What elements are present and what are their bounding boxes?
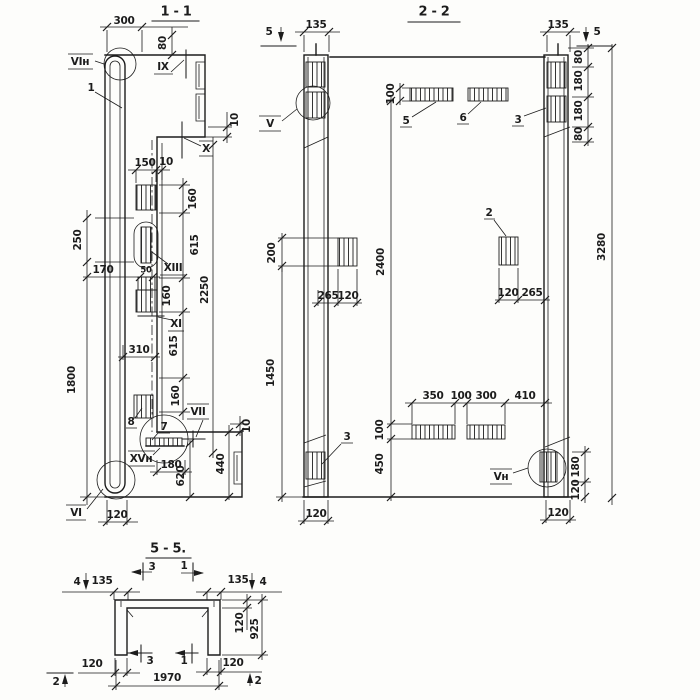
dim-100-mid: 100: [450, 390, 472, 402]
rail-plate: [306, 62, 325, 87]
dim-120-rail-right: 120: [547, 507, 569, 519]
dim-180: 180: [160, 459, 182, 471]
dim-200: 200: [266, 242, 278, 264]
cut-marker-1-bottom: 1: [180, 655, 188, 667]
weld-strip-7: [146, 438, 182, 446]
dim-1450: 1450: [265, 358, 277, 388]
part-label-1: 1: [87, 82, 95, 94]
bar-plate: [467, 425, 505, 439]
dim-10-notch: 10: [229, 112, 241, 128]
node-label-v: V: [266, 118, 274, 130]
dim-3280: 3280: [596, 232, 608, 262]
dim-265-left: 265: [317, 290, 339, 302]
cut-marker-5-left: 5: [265, 26, 273, 38]
dim-120-bottom-right: 120: [222, 657, 244, 669]
rail-plate-3: [547, 96, 566, 122]
dim-50: 50: [140, 265, 152, 276]
dim-265-right: 265: [521, 287, 543, 299]
node-label-ix: IX: [157, 61, 169, 73]
rail-plate: [306, 92, 325, 118]
bar-plate-6: [468, 88, 508, 101]
part-label-5: 5: [402, 115, 410, 127]
dim-440: 440: [215, 453, 227, 475]
slot-insert: [141, 227, 151, 263]
dim-120-bottom-left: 120: [81, 658, 103, 670]
cut-marker-4-left: 4: [73, 576, 81, 588]
cut-marker-5-right: 5: [593, 26, 601, 38]
node-label-vi: VI: [70, 507, 82, 519]
node-label-v-n: Vн: [493, 471, 509, 483]
cut-marker-1-top: 1: [180, 560, 188, 572]
part-label-3-bottom: 3: [343, 431, 351, 443]
dim-620: 620: [175, 465, 187, 487]
node-label-xiii: XIII: [163, 262, 183, 274]
section-1-1: [66, 5, 253, 527]
mid-plate: [338, 238, 357, 266]
dim-250: 250: [72, 229, 84, 251]
cut-marker-2-right: 2: [254, 675, 262, 687]
dim-615-a: 615: [189, 234, 201, 256]
bar-plate: [412, 425, 455, 439]
node-label-vi-n: VIн: [70, 56, 90, 68]
dim-1970: 1970: [152, 672, 182, 684]
dim-120-right: 120: [497, 287, 519, 299]
dim-180-br: 180: [570, 456, 582, 478]
part-label-7: 7: [160, 421, 168, 433]
dim-300: 300: [113, 15, 135, 27]
rail-plate-3: [306, 452, 325, 479]
dim-2250: 2250: [199, 275, 211, 305]
dim-310: 310: [128, 344, 150, 356]
dim-120-rail-left: 120: [305, 508, 327, 520]
dim-10: 10: [158, 156, 174, 168]
dim-80-a: 80: [573, 49, 585, 65]
node-label-xi: XI: [170, 318, 182, 330]
dim-120-left: 120: [337, 290, 359, 302]
cut-marker-3-top: 3: [148, 561, 156, 573]
dim-170: 170: [92, 264, 114, 276]
dim-135-left: 135: [305, 19, 327, 31]
section-5-5: [47, 542, 282, 691]
dim-120: 120: [106, 509, 128, 521]
dim-135-right: 135: [227, 574, 249, 586]
node-label-x: X: [202, 143, 210, 155]
embed-plate: [136, 290, 157, 312]
dim-350: 350: [422, 390, 444, 402]
section-2-2-title: 2 - 2: [418, 4, 450, 20]
embed-plate-8: [134, 395, 153, 418]
dim-100-top: 100: [385, 83, 397, 105]
dim-120-br: 120: [570, 479, 582, 501]
dim-150: 150: [134, 157, 156, 169]
dim-160-a: 160: [187, 188, 199, 210]
cut-marker-3-bottom: 3: [146, 655, 154, 667]
node-label-vii: VII: [190, 406, 206, 418]
dim-160-c: 160: [170, 385, 182, 407]
rail-plate-3: [547, 62, 566, 88]
dim-10-offset: 10: [241, 418, 253, 434]
embed-plate: [136, 185, 156, 210]
dim-925: 925: [249, 618, 261, 640]
dim-300: 300: [475, 390, 497, 402]
dim-135-right: 135: [547, 19, 569, 31]
part-label-2: 2: [485, 207, 493, 219]
dim-1800: 1800: [66, 365, 78, 395]
dim-120-thickness: 120: [234, 612, 246, 634]
embed-plate: [138, 277, 155, 290]
dim-80-b: 80: [573, 126, 585, 142]
dim-410: 410: [514, 390, 536, 402]
section-5-5-title: 5 - 5.: [150, 541, 186, 557]
node-label-xv-n: XVн: [129, 453, 153, 465]
dim-160-b: 160: [161, 285, 173, 307]
section-1-1-title: 1 - 1: [160, 4, 192, 20]
part-label-8: 8: [127, 416, 135, 428]
dim-2400: 2400: [375, 247, 387, 277]
section-5-5-outline: [115, 600, 220, 655]
dim-180-b: 180: [573, 100, 585, 122]
dim-615-b: 615: [168, 335, 180, 357]
dim-450: 450: [374, 453, 386, 475]
part-label-3-top: 3: [514, 114, 522, 126]
dim-80: 80: [157, 35, 169, 51]
dim-180-a: 180: [573, 70, 585, 92]
dim-135-left: 135: [91, 575, 113, 587]
part-label-6: 6: [459, 112, 467, 124]
dimension-texts-5-5: [81, 574, 261, 684]
mid-plate-2: [499, 237, 518, 265]
rail-plate-v-n: [540, 452, 557, 482]
section-1-1-outline: [105, 55, 242, 497]
bar-plate-5: [410, 88, 453, 101]
cut-marker-2-left: 2: [52, 676, 60, 688]
section-2-2: [259, 5, 616, 526]
dim-100-bottom: 100: [374, 419, 386, 441]
embedded-plates-2-2: [306, 62, 566, 482]
cut-marker-4-right: 4: [259, 576, 267, 588]
